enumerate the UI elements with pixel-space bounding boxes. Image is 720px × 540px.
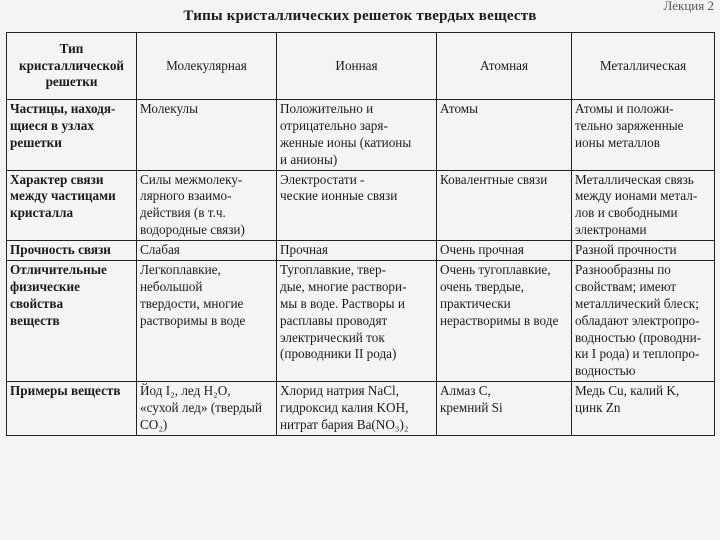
cell-bond-metallic: Металлическая связь между ионами метал- лов и свободными электронами [572, 170, 715, 241]
row-label-particles: Частицы, находя- щиеся в узлах решетки [7, 100, 137, 171]
cell-properties-metallic: Разнообразны по свойствам; имеют металлический блеск; обладают электропро- водностью (проводни- ки I рода) и теплопро- водностью [572, 261, 715, 382]
table-row [7, 100, 715, 171]
cell-strength-metallic: Разной прочности [572, 241, 715, 261]
header-atomic: Атомная [437, 33, 572, 100]
cell-properties-molecular: Легкоплавкие, небольшой твердости, многие растворимы в воде [137, 261, 277, 382]
cell-examples-metallic: Медь Cu, калий K, цинк Zn [572, 382, 715, 436]
cell-particles-metallic: Атомы и положи- тельно заряженные ионы металлов [572, 100, 715, 171]
cell-strength-molecular: Слабая [137, 241, 277, 261]
cell-properties-atomic: Очень тугоплавкие, очень твердые, практически нерастворимы в воде [437, 261, 572, 382]
table-row [7, 382, 715, 436]
table-row [7, 170, 715, 241]
cell-bond-molecular: Силы межмолеку- лярного взаимо- действия (в т.ч. водородные связи) [137, 170, 277, 241]
cell-bond-ionic: Электростати - ческие ионные связи [277, 170, 437, 241]
cell-strength-atomic: Очень прочная [437, 241, 572, 261]
crystal-lattice-table [6, 32, 715, 436]
cell-properties-ionic: Тугоплавкие, твер- дые, многие раствори- мы в воде. Растворы и расплавы проводят электрический ток (проводники II рода) [277, 261, 437, 382]
cell-examples-atomic: Алмаз C, кремний Si [437, 382, 572, 436]
cell-bond-atomic: Ковалентные связи [437, 170, 572, 241]
row-label-bond-strength: Прочность связи [7, 241, 137, 261]
header-metallic: Металлическая [572, 33, 715, 100]
cell-particles-atomic: Атомы [437, 100, 572, 171]
row-label-bond-type: Характер связи между частицами кристалла [7, 170, 137, 241]
table-row [7, 241, 715, 261]
cell-particles-molecular: Молекулы [137, 100, 277, 171]
header-ionic: Ионная [277, 33, 437, 100]
page-title: Типы кристаллических решеток твердых веществ [183, 8, 537, 24]
cell-strength-ionic: Прочная [277, 241, 437, 261]
cell-examples-molecular: Йод I₂, лед H₂O, «сухой лед» (твердый CO₂) [137, 382, 277, 436]
row-label-examples: Примеры веществ [7, 382, 137, 436]
header-lattice-type: Тип кристаллической решетки [7, 33, 137, 100]
table-row [7, 261, 715, 382]
cell-examples-ionic: Хлорид натрия NaCl, гидроксид калия KOH, нитрат бария Ba(NO₃)₂ [277, 382, 437, 436]
corner-mark: Лекция 2 [663, 0, 714, 13]
row-label-properties: Отличительные физические свойства веществ [7, 261, 137, 382]
header-molecular: Молекулярная [137, 33, 277, 100]
table-header-row [7, 33, 715, 100]
cell-particles-ionic: Положительно и отрицательно заря- женные ионы (катионы и анионы) [277, 100, 437, 171]
